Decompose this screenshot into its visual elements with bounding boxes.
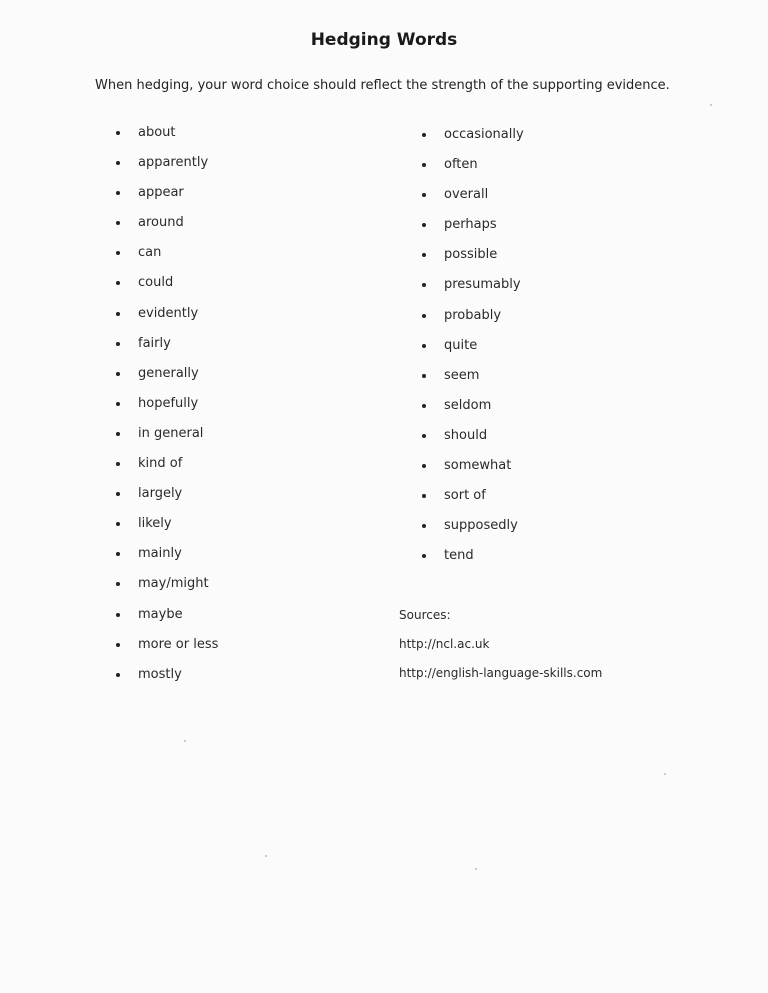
hedging-word: quite: [444, 337, 478, 353]
bullet-icon: [422, 494, 426, 498]
bullet-icon: [116, 402, 120, 406]
bullet-icon: [116, 582, 120, 586]
bullet-icon: [422, 253, 426, 257]
bullet-icon: [116, 613, 120, 617]
bullet-icon: [422, 464, 426, 468]
source-link-2: http://english-language-skills.com: [399, 666, 603, 680]
bullet-icon: [116, 522, 120, 526]
sources-section: [399, 608, 602, 695]
bullet-icon: [422, 554, 426, 558]
bullet-icon: [116, 161, 120, 165]
bullet-icon: [116, 191, 120, 195]
bullet-icon: [422, 344, 426, 348]
hedging-word: overall: [444, 187, 489, 203]
bullet-icon: [116, 342, 120, 346]
sources-label: Sources:: [399, 608, 451, 622]
source-link-1: http://ncl.ac.uk: [399, 637, 490, 651]
bullet-icon: [116, 552, 120, 556]
bullet-icon: [422, 193, 426, 197]
hedging-word: presumably: [444, 277, 521, 293]
bullet-icon: [116, 673, 120, 677]
hedging-word: largely: [138, 486, 183, 502]
bullet-icon: [116, 643, 120, 647]
scan-speck: [265, 855, 267, 857]
bullet-icon: [422, 524, 426, 528]
hedging-word: maybe: [138, 606, 183, 622]
intro-text: When hedging, your word choice should reflect the strength of the supporting evidence.: [95, 78, 670, 93]
bullet-icon: [116, 312, 120, 316]
bullet-icon: [422, 283, 426, 287]
hedging-word: occasionally: [444, 127, 524, 142]
hedging-word: mainly: [138, 546, 182, 562]
bullet-icon: [422, 374, 426, 378]
bullet-icon: [422, 434, 426, 438]
bullet-icon: [116, 492, 120, 496]
hedging-word: possible: [444, 247, 498, 263]
page-title: Hedging Words: [310, 30, 458, 50]
hedging-word: appear: [138, 185, 184, 201]
bullet-icon: [116, 281, 120, 285]
hedging-word: likely: [138, 516, 172, 532]
hedging-word: evidently: [138, 305, 199, 321]
scan-speck: [664, 773, 666, 775]
hedging-word: can: [138, 245, 162, 261]
bullet-icon: [116, 131, 120, 135]
hedging-word: seem: [444, 367, 480, 383]
hedging-word: more or less: [138, 636, 219, 652]
hedging-word: generally: [138, 365, 199, 381]
hedging-word: around: [138, 215, 184, 231]
hedging-word: tend: [444, 548, 474, 564]
hedging-word: somewhat: [444, 458, 512, 474]
hedging-word: could: [138, 275, 174, 291]
hedging-word: probably: [444, 307, 502, 323]
hedging-word: should: [444, 427, 488, 443]
scan-speck: [475, 868, 477, 870]
scan-speck: [184, 740, 186, 742]
scan-speck: [710, 104, 712, 106]
hedging-word: sort of: [444, 488, 486, 504]
hedging-word: apparently: [138, 155, 209, 171]
hedging-word: mostly: [138, 666, 182, 682]
hedging-word: supposedly: [444, 518, 518, 534]
bullet-icon: [422, 223, 426, 227]
bullet-icon: [116, 432, 120, 436]
bullet-icon: [116, 462, 120, 466]
bullet-icon: [422, 163, 426, 167]
bullet-icon: [422, 133, 426, 137]
hedging-word: may/might: [138, 576, 209, 592]
bullet-icon: [422, 404, 426, 408]
hedging-word: kind of: [138, 456, 183, 472]
hedging-word: in general: [138, 425, 204, 441]
hedging-word: about: [138, 125, 176, 140]
hedging-word: perhaps: [444, 217, 497, 233]
bullet-icon: [116, 372, 120, 376]
hedging-word: hopefully: [138, 395, 199, 411]
bullet-icon: [116, 221, 120, 225]
hedging-word: fairly: [138, 335, 171, 351]
hedging-word: often: [444, 157, 478, 173]
bullet-icon: [422, 314, 426, 318]
bullet-icon: [116, 251, 120, 255]
hedging-word: seldom: [444, 397, 492, 413]
